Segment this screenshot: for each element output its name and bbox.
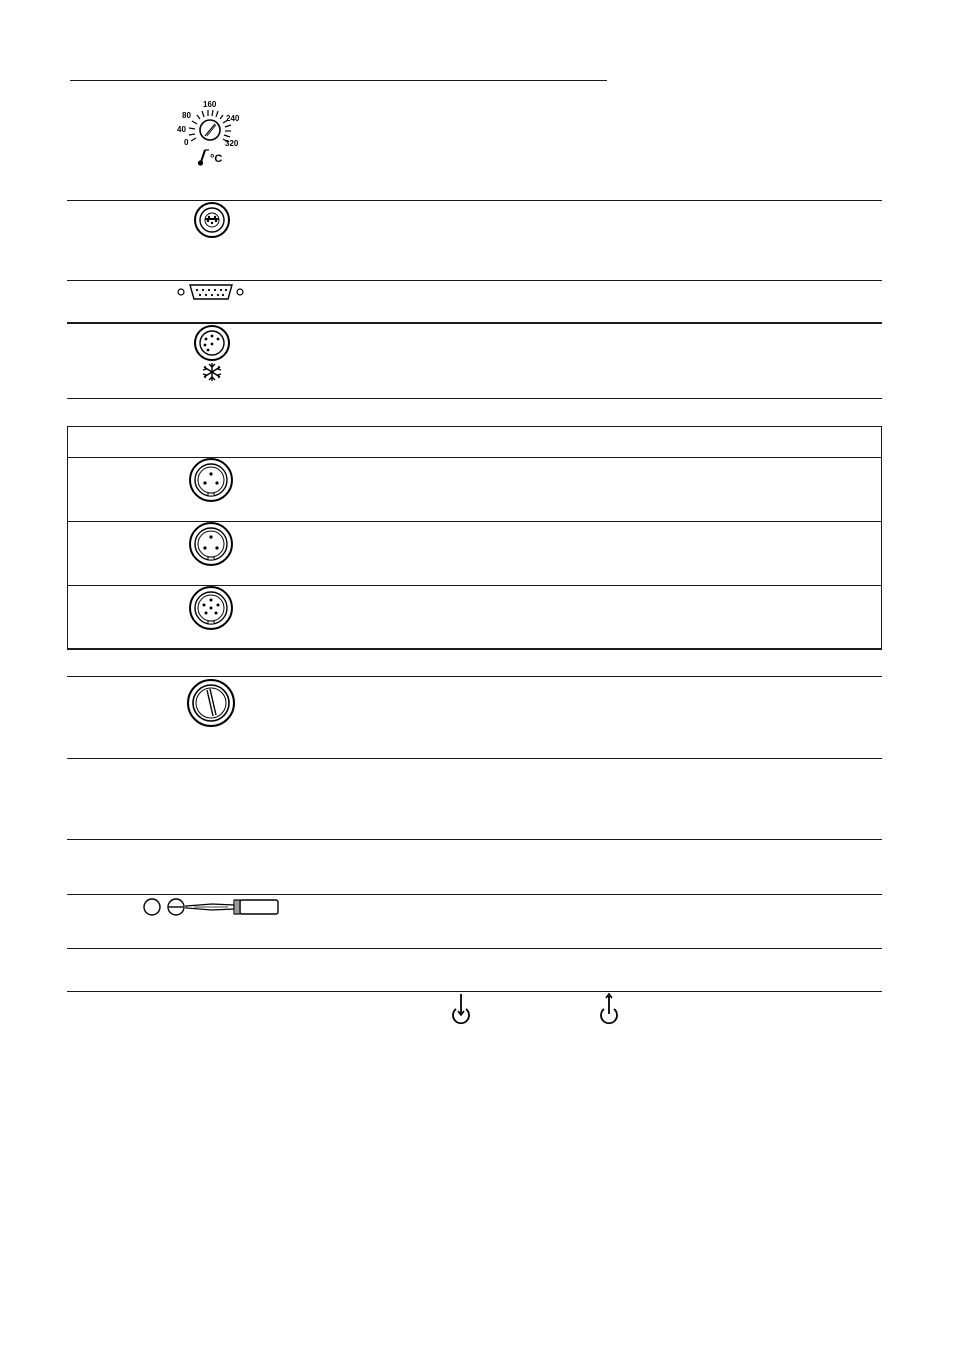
- screwdriver-icon: [142, 895, 282, 921]
- power-off-icon: [450, 993, 472, 1025]
- dial-label-160: 160: [203, 100, 217, 109]
- dial-label-320: 320: [225, 139, 239, 148]
- power-on-icon: [598, 993, 620, 1025]
- cooling-connector-icon: [190, 324, 234, 362]
- box-left: [67, 426, 68, 649]
- three-pin-connector-icon: [188, 457, 234, 503]
- snowflake-icon: [201, 362, 223, 382]
- dial-label-240: 240: [226, 114, 240, 123]
- row-divider: [67, 991, 882, 992]
- five-pin-connector-icon: [188, 585, 234, 631]
- round-connector-icon: [190, 201, 234, 239]
- temperature-dial-icon: [170, 98, 250, 170]
- row-divider: [67, 758, 882, 759]
- thermometer-icon: [198, 150, 209, 166]
- header-rule: [70, 80, 607, 81]
- dial-label-40: 40: [177, 125, 186, 134]
- row-divider: [67, 948, 882, 949]
- temperature-unit-label: °C: [210, 153, 223, 165]
- box-right: [881, 426, 882, 649]
- row-divider: [67, 398, 882, 399]
- row-divider: [67, 280, 882, 281]
- fuse-holder-icon: [186, 678, 236, 728]
- sub-d-9-pin-connector-icon: [176, 282, 246, 304]
- box-bottom: [67, 648, 882, 650]
- dial-label-80: 80: [182, 111, 191, 120]
- row-divider: [67, 839, 882, 840]
- dial-label-0: 0: [184, 138, 189, 147]
- row-divider: [67, 676, 882, 677]
- three-pin-connector-icon: [188, 521, 234, 567]
- box-top: [67, 426, 882, 427]
